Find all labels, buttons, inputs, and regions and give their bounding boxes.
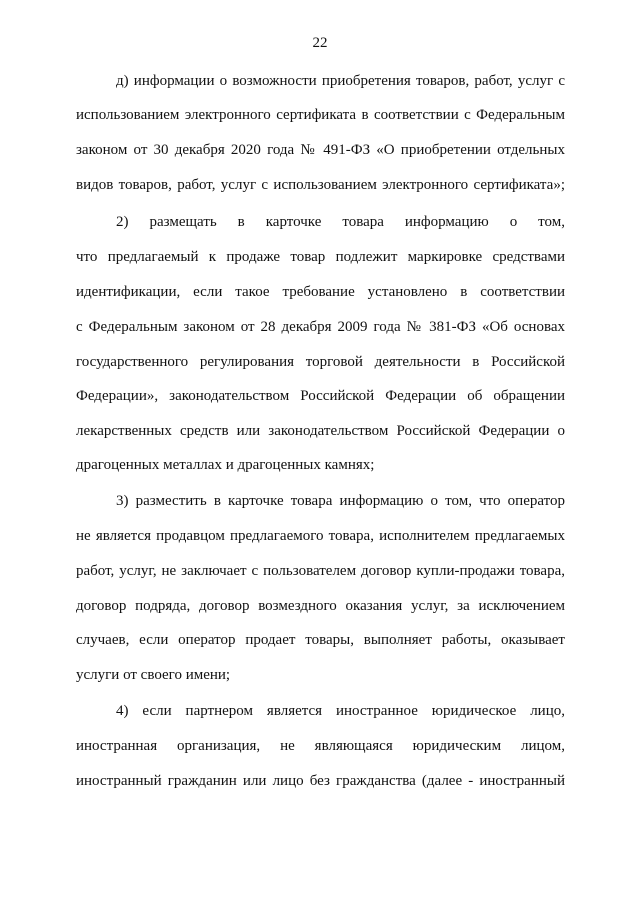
- text-line: Федерации», законодательством Российской Федерации об обращении: [76, 388, 565, 404]
- text-line: работ, услуг, не заключает с пользователем договор купли-продажи товара,: [76, 563, 565, 579]
- text-line: использованием электронного сертификата в соответствии с Федеральным: [76, 107, 565, 123]
- text-line: иностранный гражданин или лицо без гражданства (далее - иностранный: [76, 773, 565, 789]
- text-line: 3) разместить в карточке товара информацию о том, что оператор: [116, 493, 565, 509]
- text-line: что предлагаемый к продаже товар подлежит маркировке средствами: [76, 249, 565, 265]
- text-line: лекарственных средств или законодательством Российской Федерации о: [76, 423, 565, 439]
- text-line: с Федеральным законом от 28 декабря 2009 года № 381-ФЗ «Об основах: [76, 319, 565, 335]
- text-line: драгоценных металлах и драгоценных камнях;: [76, 457, 375, 473]
- page-number: 22: [312, 35, 328, 51]
- text-line: услуги от своего имени;: [76, 667, 231, 683]
- text-line: случаев, если оператор продает товары, выполняет работы, оказывает: [76, 632, 565, 648]
- text-line: не является продавцом предлагаемого товара, исполнителем предлагаемых: [76, 528, 565, 544]
- text-line: договор подряда, договор возмездного оказания услуг, за исключением: [76, 598, 565, 614]
- text-line: государственного регулирования торговой деятельности в Российской: [76, 354, 565, 370]
- text-line: д) информации о возможности приобретения товаров, работ, услуг с: [116, 73, 565, 89]
- text-line: 4) если партнером является иностранное юридическое лицо,: [116, 703, 565, 719]
- text-line: видов товаров, работ, услуг с использованием электронного сертификата»;: [76, 177, 565, 193]
- text-line: иностранная организация, не являющаяся юридическим лицом,: [76, 738, 565, 754]
- text-line: идентификации, если такое требование установлено в соответствии: [76, 284, 565, 300]
- text-line: законом от 30 декабря 2020 года № 491-ФЗ «О приобретении отдельных: [76, 142, 565, 158]
- text-line: 2) размещать в карточке товара информацию о том,: [116, 214, 565, 230]
